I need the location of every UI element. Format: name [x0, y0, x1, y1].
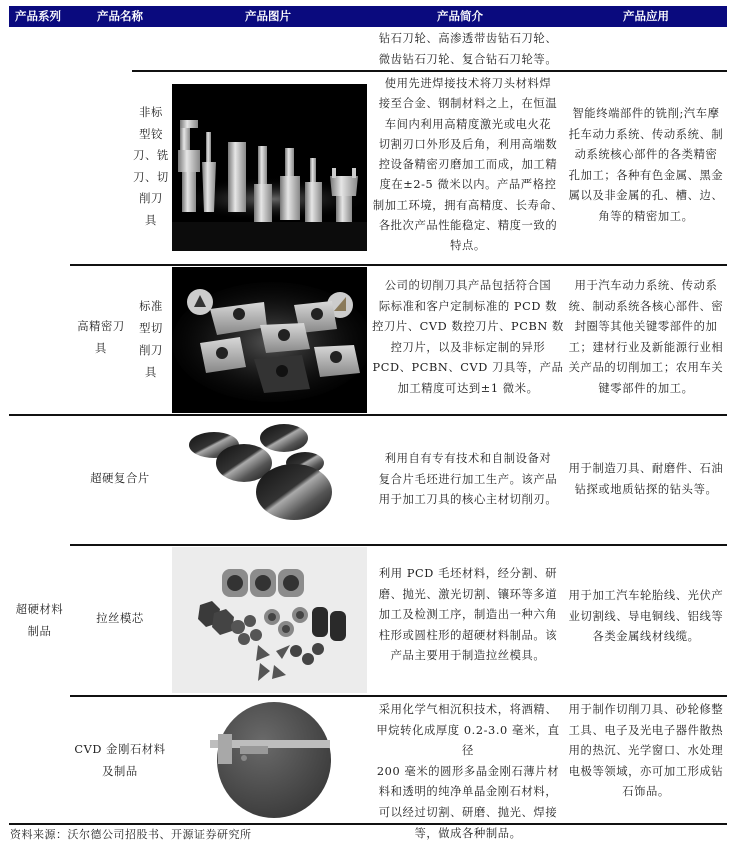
series-cell-superhard-products — [9, 599, 70, 643]
header-series: 产品系列 — [15, 9, 61, 23]
intro-line: 控设备精密刃磨加工而成，加工精 — [378, 158, 558, 172]
name-line: 标准 — [139, 300, 163, 313]
application-line: 统、制动系统各核心部件、密 — [568, 299, 724, 313]
application-line: 钻探或地质钻探的钻头等。 — [574, 482, 718, 496]
intro-line: 产品主要用于制造拉丝模具。 — [390, 649, 546, 663]
application-line: 电极等领域，亦可加工形成钻 — [568, 764, 724, 778]
name-line: 削刀 — [139, 192, 163, 205]
intro-line: 微齿钻石刀轮、复合钻石刀轮等。 — [378, 52, 558, 66]
application-cell-superhard-composite — [564, 459, 728, 500]
header-application: 产品应用 — [623, 9, 669, 23]
wire-drawing-die-cores-image — [172, 547, 367, 693]
application-line: 用的热沉、光学窗口、水处理 — [568, 744, 724, 758]
series-line: 高精密刀 — [77, 320, 125, 333]
intro-cell-standard-tools — [371, 276, 565, 400]
name-cell-cvd-diamond — [70, 739, 170, 783]
source-note: 资料来源：沃尔德公司招股书、开源证券研究所 — [10, 828, 252, 841]
intro-line: 甲烷转化成厚度 0.2-3.0 毫米，直径 — [376, 723, 560, 758]
series-line: 超硬材料 — [15, 603, 64, 616]
application-line: 用于制造刀具、耐磨件、石油 — [568, 462, 724, 475]
application-line: 业切割线、导电铜线、铝线等 — [568, 609, 724, 623]
intro-line: 用于加工刀具的核心主材切削刃。 — [378, 493, 558, 507]
intro-cell-diamond-wheel — [372, 29, 564, 70]
header-intro: 产品简介 — [437, 9, 483, 23]
application-line: 石饰品。 — [622, 785, 670, 799]
application-line: 动系统核心部件的各类精密 — [574, 148, 718, 161]
intro-line: 加工精度可达到±1 微米。 — [397, 381, 539, 395]
name-line: 非标 — [139, 106, 163, 119]
name-line: 型铰 — [139, 127, 163, 141]
intro-cell-non-standard-tools — [371, 74, 565, 257]
intro-line: 可以经过切割、研磨、抛光、焊接 — [378, 805, 558, 819]
application-cell-standard-tools — [564, 276, 728, 400]
intro-line: PCD、PCBN、CVD 刀具等，产品 — [372, 361, 564, 375]
header-image: 产品图片 — [245, 9, 291, 23]
standard-cutting-inserts-image — [172, 267, 367, 413]
intro-line: 度在±2-5 微米以内。产品严格控 — [379, 178, 557, 192]
application-cell-non-standard-tools — [564, 104, 728, 227]
name-line: 刀、铣 — [133, 149, 169, 162]
application-line: 用于加工汽车轮胎线、光伏产 — [568, 589, 724, 602]
application-line: 角等的精密加工。 — [598, 209, 694, 223]
name-line: 具 — [145, 366, 157, 379]
name-line: 削刀 — [139, 344, 163, 357]
name-cell-wire-drawing-die — [70, 609, 170, 630]
cvd-diamond-wafer-image — [172, 698, 367, 822]
application-line: 属以及非金属的孔、槽、边、 — [568, 189, 724, 202]
application-line: 工具、电子及光电子器件散热 — [568, 723, 724, 737]
row-divider — [70, 264, 727, 266]
intro-line: 等，做成各种制品。 — [414, 826, 522, 840]
intro-line: 200 毫米的圆形多晶金刚石薄片材 — [376, 764, 560, 778]
intro-line: 接至合金、钢制材料之上，在恒温 — [378, 97, 558, 111]
application-line: 关产品的切削加工；农用车关 — [568, 361, 724, 375]
row-divider — [70, 544, 727, 546]
intro-line: 复合片毛坯进行加工生产。该产品 — [378, 472, 558, 486]
application-line: 封圈等其他关键零部件的加 — [574, 320, 718, 334]
non-standard-reamer-milling-tools-image — [172, 84, 367, 251]
intro-line: 特点。 — [450, 239, 486, 253]
name-line: 型切 — [139, 322, 163, 335]
application-line: 用于汽车动力系统、传动系 — [574, 279, 718, 292]
application-line: 托车动力系统、传动系统、制 — [568, 127, 724, 141]
application-line: 键零部件的加工。 — [598, 381, 694, 395]
intro-line: 控刀片，以及非标定制的异形 — [390, 340, 546, 354]
intro-line: 制加工环境，拥有高精度、长寿命、 — [372, 198, 564, 212]
application-cell-cvd-diamond — [564, 700, 728, 803]
name-line: 超硬复合片 — [90, 472, 150, 485]
name-line: 拉丝模芯 — [96, 612, 144, 625]
application-cell-wire-drawing-die — [564, 586, 728, 648]
intro-line: 切割刃口外形及后角，利用高端数 — [378, 137, 558, 151]
application-line: 用于制作切削刀具、砂轮修整 — [568, 703, 724, 716]
series-cell-high-precision-tools — [70, 316, 132, 360]
intro-line: 料和透明的纯净单晶金刚石材料， — [378, 785, 558, 799]
application-line: 孔加工；各种有色金属、黑金 — [568, 168, 724, 182]
name-line: 刀、切 — [133, 170, 169, 184]
intro-line: 钻石刀轮、高渗透带齿钻石刀轮、 — [378, 32, 558, 45]
intro-cell-superhard-composite — [371, 449, 565, 511]
name-line: CVD 金刚石材料 — [74, 743, 166, 756]
superhard-composite-discs-image — [172, 418, 367, 540]
intro-line: 使用先进焊接技术将刀头材料焊 — [384, 77, 552, 90]
name-cell-non-standard-tools — [132, 102, 170, 231]
series-line: 制品 — [27, 625, 52, 638]
name-line: 及制品 — [102, 765, 138, 778]
intro-line: 磨、抛光、激光切割、镶环等多道 — [378, 587, 558, 601]
application-line: 工；建材行业及新能源行业相 — [568, 340, 724, 354]
intro-line: 各批次产品性能稳定、精度一致的 — [378, 219, 558, 233]
intro-line: 公司的切削刀具产品包括符合国 — [384, 279, 552, 292]
table-bottom-rule — [9, 823, 727, 825]
name-cell-superhard-composite — [70, 469, 170, 490]
section-divider — [9, 414, 727, 416]
intro-line: 控刀片、CVD 数控刀片、PCBN 数 — [372, 320, 564, 334]
application-line: 智能终端部件的铣削;汽车摩 — [572, 107, 720, 120]
application-line: 各类金属线材线缆。 — [592, 630, 700, 644]
intro-line: 利用自有专有技术和自制设备对 — [384, 452, 552, 465]
intro-line: 加工及检测工序，制造出一种六角 — [378, 608, 558, 622]
header-name: 产品名称 — [97, 9, 143, 23]
row-divider — [70, 695, 727, 697]
intro-line: 际标准和客户定制标准的 PCD 数 — [378, 299, 558, 313]
intro-line: 车间内利用高精度激光或电火花 — [384, 117, 552, 131]
row-divider — [132, 70, 727, 72]
intro-cell-wire-drawing-die — [371, 564, 565, 667]
intro-line: 利用 PCD 毛坯材料，经分割、研 — [378, 567, 558, 580]
name-line: 具 — [145, 213, 157, 227]
series-line: 具 — [95, 342, 107, 355]
intro-line: 柱形或圆柱形的超硬材料制品。该 — [378, 628, 558, 642]
name-cell-standard-tools — [132, 296, 170, 384]
table-header — [9, 6, 727, 27]
intro-line: 采用化学气相沉积技术，将酒精、 — [378, 703, 558, 716]
